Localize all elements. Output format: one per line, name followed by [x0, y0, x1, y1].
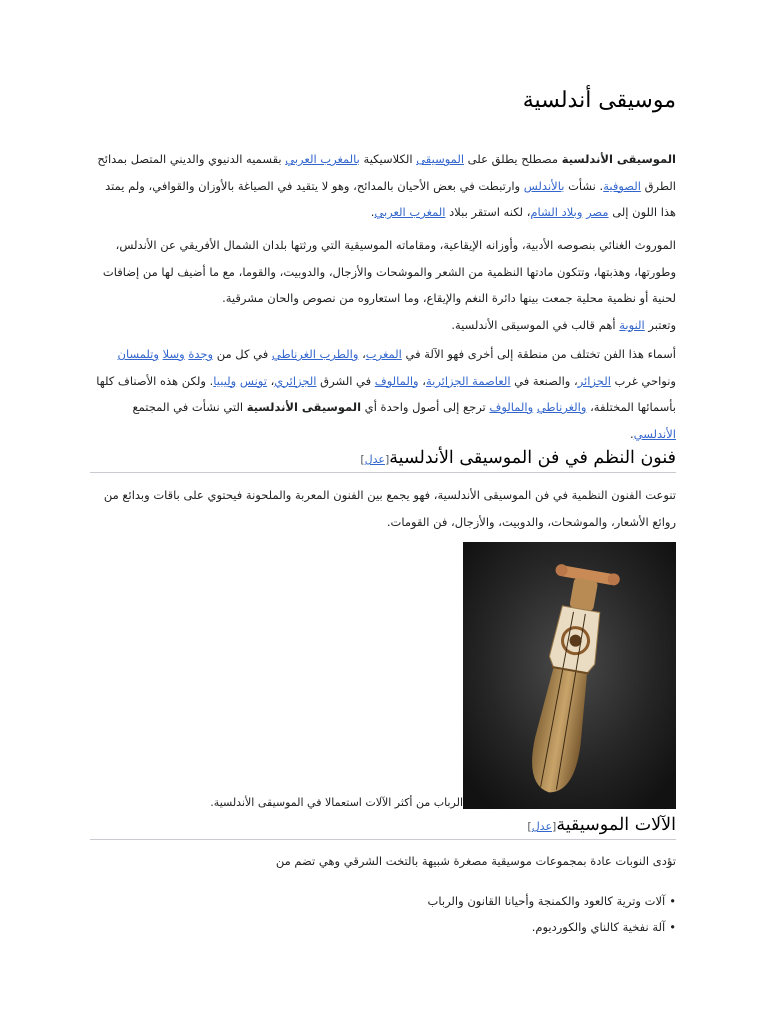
list-item — [90, 914, 676, 940]
list-item — [90, 888, 676, 914]
list-item-text: آلة نفخية كالناي والكورديوم. — [531, 920, 666, 934]
link-tunisia[interactable]: تونس — [239, 373, 267, 388]
link-maghreb[interactable]: بالمغرب العربي — [285, 152, 360, 166]
names-paragraph — [90, 341, 676, 447]
figure-caption: الرباب من أكثر الآلات استعمالا في الموسيقى الأندلسية. — [210, 796, 463, 809]
link-andalus[interactable]: بالأندلس — [523, 178, 565, 193]
section-heading-text: فنون النظم في فن الموسيقى الأندلسية — [389, 448, 676, 468]
text: الموروث الغنائي بنصوصه الأدبية، وأوزانه الإيقاعية، ومقاماته الموسيقية التي ورثتها بلدان الشمال الأفريقي عن الأندلس، وطورتها، وهذبتها، وتتكون مادتها النظمية من الشعر والموشحات والأزجال، والدوبيت، والقوما، مع ما أضيف لها من إضافات لحنية أو نظمية محلية جمعت بينها دائرة النغم والإيقاع، وما استعاروه من نصوص والحان مشرقية. — [102, 238, 676, 305]
text: ، — [266, 373, 275, 388]
text: ونواحي غرب — [610, 373, 676, 388]
edit-link[interactable]: عدل — [364, 453, 385, 466]
text: ، والصنعة في — [510, 373, 578, 388]
link-east-algeria[interactable]: الجزائري — [274, 373, 317, 388]
text: أهم قالب في الموسيقى الأندلسية. — [451, 317, 620, 332]
bracket: ] — [360, 453, 365, 466]
text: ، لكنه استقر ببلاد — [445, 205, 531, 219]
link-libya[interactable]: وليبيا — [213, 373, 237, 388]
figure-rebab — [463, 542, 676, 809]
text: الكلاسيكية — [359, 152, 417, 166]
bold-term: الموسيقى الأندلسية — [246, 400, 362, 414]
link-gharnati-2[interactable]: والغرناطي — [536, 400, 587, 414]
link-maghreb-2[interactable]: المغرب العربي — [374, 205, 446, 219]
instruments-paragraph: تؤدى النوبات عادة بمجموعات موسيقية مصغرة شبيهة بالتخت الشرقي وهي تضم من — [275, 854, 676, 868]
link-andalusi[interactable]: الأندلسي — [633, 426, 676, 441]
link-algiers-capital[interactable]: العاصمة الجزائرية — [425, 373, 511, 388]
instruments-list — [90, 888, 676, 940]
link-morocco[interactable]: المغرب — [365, 347, 402, 361]
text: ، — [418, 373, 426, 388]
poetry-paragraph: تنوعت الفنون النظمية في فن الموسيقى الأندلسية، فهو يجمع بين الفنون المعربة والملحونة فيحتوي على باقات وبدائع من روائع الأشعار، والموشحات، والدوبيت، والأزجال، فن القومات. — [103, 488, 676, 529]
text: في كل من — [213, 347, 272, 361]
intro-paragraph — [90, 146, 676, 226]
section-heading-poetry — [90, 448, 676, 473]
text: ، — [358, 347, 366, 361]
bracket: ] — [527, 820, 532, 833]
link-sham[interactable]: وبلاد الشام — [530, 205, 583, 219]
text: وتعتبر — [644, 317, 676, 332]
heritage-paragraph — [90, 232, 676, 338]
edit-link[interactable]: عدل — [531, 820, 553, 833]
list-item-text: آلات وترية كالعود والكمنجة وأحيانا القانون والرباب — [427, 894, 666, 908]
bracket: [ — [552, 820, 557, 833]
text: . ولكن هذه الأصناف كلها بأسمائها المختلفة، — [96, 373, 676, 414]
rebab-photo[interactable] — [463, 542, 676, 809]
link-algeria[interactable]: الجزائر — [577, 373, 611, 388]
link-malouf[interactable]: والمالوف — [374, 373, 419, 388]
link-gharnati[interactable]: والطرب الغرناطي — [271, 347, 359, 361]
bracket: [ — [384, 453, 390, 466]
text: . — [630, 426, 634, 441]
bullet-icon: • — [669, 920, 676, 934]
link-tlemcen[interactable]: وتلمسان — [117, 347, 159, 361]
bold-term: الموسيقى الأندلسية — [561, 152, 676, 166]
bullet-icon: • — [669, 894, 676, 908]
section-heading-instruments — [90, 815, 676, 840]
text: . نشأت — [564, 178, 604, 193]
link-oujda[interactable]: وجدة — [188, 347, 214, 361]
link-sale[interactable]: وسلا — [162, 347, 185, 361]
text: التي نشأت في المجتمع — [132, 400, 247, 414]
text: في الشرق — [316, 373, 375, 388]
page-title: موسيقى أندلسية — [522, 88, 676, 113]
edit-section — [527, 820, 556, 833]
text: ترجع إلى أصول واحدة أي — [361, 400, 490, 414]
link-sufi[interactable]: الصوفية — [603, 178, 641, 193]
text: أسماء هذا الفن تختلف من منطقة إلى أخرى فهو الآلة في — [401, 347, 676, 361]
link-nouba[interactable]: النوبة — [619, 317, 645, 332]
link-malouf-2[interactable]: والمالوف — [489, 400, 534, 414]
text: وارتبطت في بعض الأحيان بالمدائح، وهو لا يتقيد في الصياغة بالأوزان والقوافي، ولم يمتد هذا اللون إلى — [105, 178, 676, 219]
link-egypt[interactable]: مصر — [586, 205, 609, 219]
text: بقسميه الدنيوي والديني المتصل بمدائح الطرق — [97, 152, 676, 193]
edit-section — [360, 453, 389, 466]
section-heading-text: الآلات الموسيقية — [556, 815, 676, 835]
link-music[interactable]: الموسيقى — [416, 152, 465, 166]
text: مصطلح يطلق على — [464, 152, 562, 166]
text: . — [370, 205, 375, 219]
